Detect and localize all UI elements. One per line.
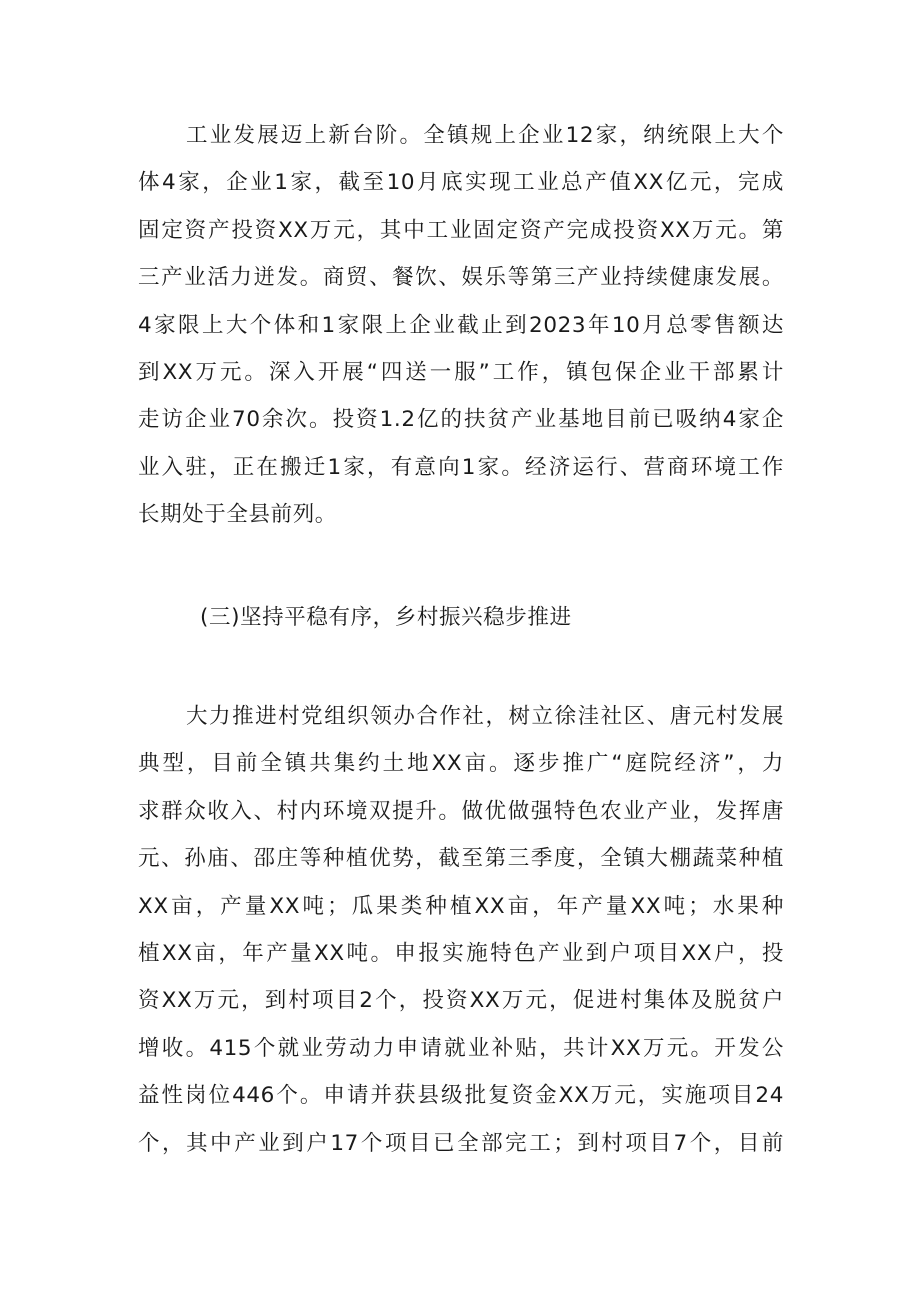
text-line: 植XX亩，年产量XX吨。申报实施特色产业到户项目XX户，投 [138, 940, 784, 966]
text-line: 体4家，企业1家，截至10月底实现工业总产值XX亿元，完成 [138, 170, 784, 196]
paragraph-industry-development [138, 112, 784, 539]
text-line: 大力推进村党组织领办合作社，树立徐洼社区、唐元村发展 [186, 704, 784, 729]
text-line: 到XX万元。深入开展“四送一服”工作，镇包保企业干部累计 [138, 359, 784, 385]
text-line: 元、孙庙、邵庄等种植优势，截至第三季度，全镇大棚蔬菜种植 [138, 846, 784, 872]
text-line: 个，其中产业到户17个项目已全部完工；到村项目7个，目前 [138, 1130, 784, 1156]
text-line: 典型，目前全镇共集约土地XX亩。逐步推广“庭院经济”，力 [138, 751, 784, 777]
text-line: 增收。415个就业劳动力申请就业补贴，共计XX万元。开发公 [138, 1035, 784, 1061]
text-line: 益性岗位446个。申请并获县级批复资金XX万元，实施项目24 [138, 1083, 784, 1109]
text-line: XX亩，产量XX吨；瓜果类种植XX亩，年产量XX吨；水果种 [138, 893, 784, 919]
text-line: 业入驻，正在搬迁1家，有意向1家。经济运行、营商环境工作 [138, 454, 784, 480]
text-line: 长期处于全县前列。 [138, 502, 337, 528]
text-line: 4家限上大个体和1家限上企业截止到2023年10月总零售额达 [138, 312, 784, 338]
text-line: 资XX万元，到村项目2个，投资XX万元，促进村集体及脱贫户 [138, 988, 784, 1014]
text-line: 求群众收入、村内环境双提升。做优做强特色农业产业，发挥唐 [138, 798, 784, 824]
text-line: 工业发展迈上新台阶。全镇规上企业12家，纳统限上大个 [186, 123, 784, 148]
text-line: 三产业活力迸发。商贸、餐饮、娱乐等第三产业持续健康发展。 [138, 265, 784, 291]
text-line: 走访企业70余次。投资1.2亿的扶贫产业基地目前已吸纳4家企 [138, 407, 784, 433]
paragraph-rural-revitalization [138, 693, 784, 1167]
text-line: 固定资产投资XX万元，其中工业固定资产完成投资XX万元。第 [138, 217, 784, 243]
section-heading: (三)坚持平稳有序，乡村振兴稳步推进 [200, 605, 572, 630]
